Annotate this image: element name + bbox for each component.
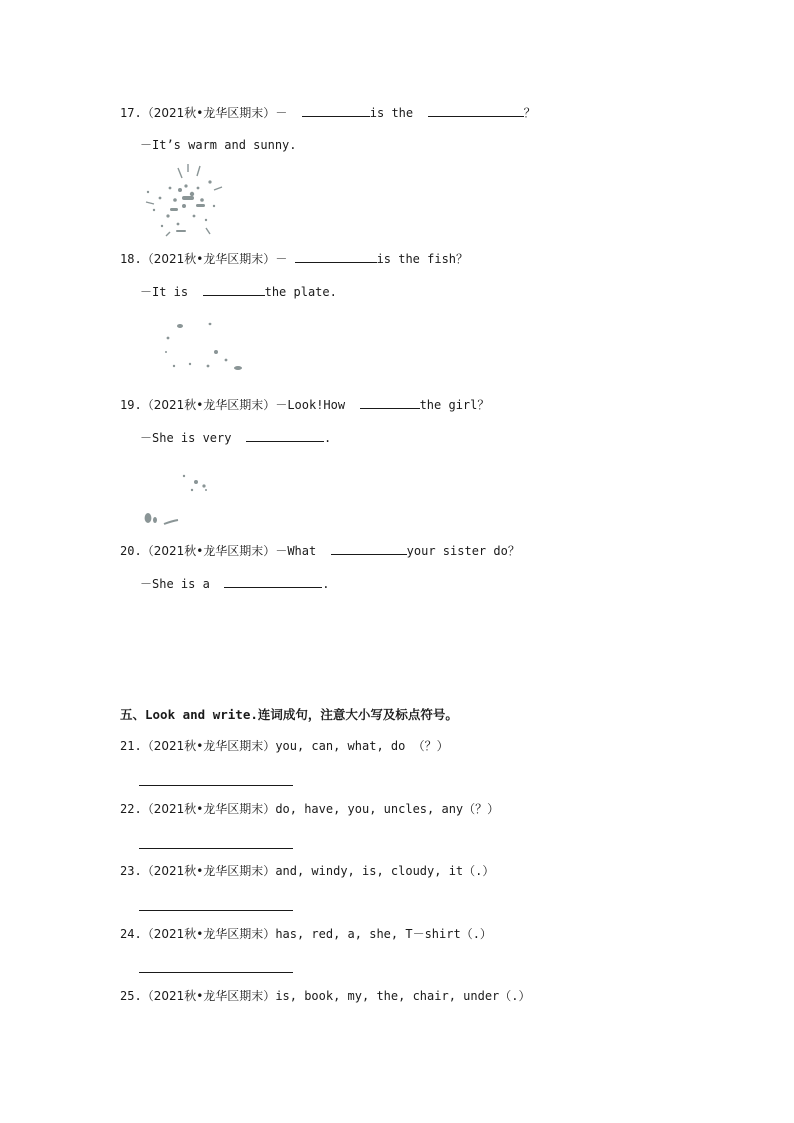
answer-line[interactable] bbox=[139, 785, 293, 786]
answer-blank[interactable] bbox=[246, 429, 324, 442]
question-20-line1 bbox=[120, 542, 520, 559]
question-number: 19. bbox=[120, 398, 142, 412]
answer-line[interactable] bbox=[139, 848, 293, 849]
item-25 bbox=[120, 988, 531, 1004]
dialogue-middle: is the bbox=[369, 106, 421, 120]
word-list: is, book, my, the, chair, under（.） bbox=[275, 989, 531, 1003]
item-23 bbox=[120, 863, 494, 879]
question-source: （2021秋•龙华区期末） bbox=[141, 989, 276, 1003]
dialogue-prefix: －It is bbox=[140, 285, 196, 299]
question-source: （2021秋•龙华区期末） bbox=[141, 252, 276, 266]
word-list: you, can, what, do （？） bbox=[275, 739, 449, 753]
question-source: （2021秋•龙华区期末） bbox=[141, 739, 276, 753]
weather-picture-icon bbox=[140, 160, 226, 238]
answer-blank[interactable] bbox=[302, 104, 370, 117]
section-5-title: 五、Look and write.连词成句，注意大小写及标点符号。 bbox=[120, 707, 458, 722]
question-17-line2 bbox=[140, 137, 297, 153]
dialogue-prefix: －She is a bbox=[140, 577, 218, 591]
question-source: （2021秋•龙华区期末） bbox=[141, 802, 276, 816]
item-22 bbox=[120, 801, 499, 817]
dialogue-prefix: －Look!How bbox=[275, 398, 353, 412]
dialogue-prefix: － bbox=[275, 106, 295, 120]
question-17-line1 bbox=[120, 104, 536, 121]
dialogue-suffix: the plate. bbox=[264, 285, 337, 299]
word-list: and, windy, is, cloudy, it（.） bbox=[275, 864, 495, 878]
question-19-line1 bbox=[120, 396, 489, 413]
question-20-line2 bbox=[140, 575, 330, 592]
question-number: 17. bbox=[120, 106, 142, 120]
dialogue-suffix: . bbox=[323, 431, 332, 445]
question-18-line1 bbox=[120, 250, 468, 267]
dialogue-suffix: is the fish？ bbox=[376, 252, 469, 266]
dialogue-suffix: the girl？ bbox=[419, 398, 490, 412]
word-list: has, red, a, she, T－shirt（.） bbox=[275, 927, 492, 941]
question-number: 20. bbox=[120, 544, 142, 558]
question-number: 23. bbox=[120, 864, 142, 878]
question-number: 24. bbox=[120, 927, 142, 941]
answer-blank[interactable] bbox=[428, 104, 524, 117]
answer-blank[interactable] bbox=[331, 542, 407, 555]
dialogue-prefix: －She is very bbox=[140, 431, 239, 445]
question-number: 22. bbox=[120, 802, 142, 816]
question-source: （2021秋•龙华区期末） bbox=[141, 927, 276, 941]
word-list: do, have, you, uncles, any（？） bbox=[275, 802, 500, 816]
answer-blank[interactable] bbox=[295, 250, 377, 263]
question-number: 25. bbox=[120, 989, 142, 1003]
dialogue-suffix: ？ bbox=[523, 106, 536, 120]
answer-blank[interactable] bbox=[360, 396, 420, 409]
question-source: （2021秋•龙华区期末） bbox=[141, 398, 276, 412]
answer-blank[interactable] bbox=[224, 575, 322, 588]
girl-picture-icon bbox=[140, 470, 220, 530]
answer-blank[interactable] bbox=[203, 283, 265, 296]
item-24 bbox=[120, 926, 492, 942]
fish-plate-picture-icon bbox=[160, 318, 250, 374]
answer-line[interactable] bbox=[139, 972, 293, 973]
item-21 bbox=[120, 738, 449, 754]
question-source: （2021秋•龙华区期末） bbox=[141, 544, 276, 558]
question-number: 21. bbox=[120, 739, 142, 753]
question-source: （2021秋•龙华区期末） bbox=[141, 864, 276, 878]
question-number: 18. bbox=[120, 252, 142, 266]
dialogue-prefix: －What bbox=[275, 544, 324, 558]
dialogue-suffix: your sister do？ bbox=[406, 544, 520, 558]
dialogue-prefix: － bbox=[275, 252, 288, 266]
question-source: （2021秋•龙华区期末） bbox=[141, 106, 276, 120]
dialogue-answer: －It’s warm and sunny. bbox=[140, 138, 297, 152]
dialogue-suffix: . bbox=[322, 577, 330, 591]
answer-line[interactable] bbox=[139, 910, 293, 911]
question-18-line2 bbox=[140, 283, 337, 300]
question-19-line2 bbox=[140, 429, 331, 446]
